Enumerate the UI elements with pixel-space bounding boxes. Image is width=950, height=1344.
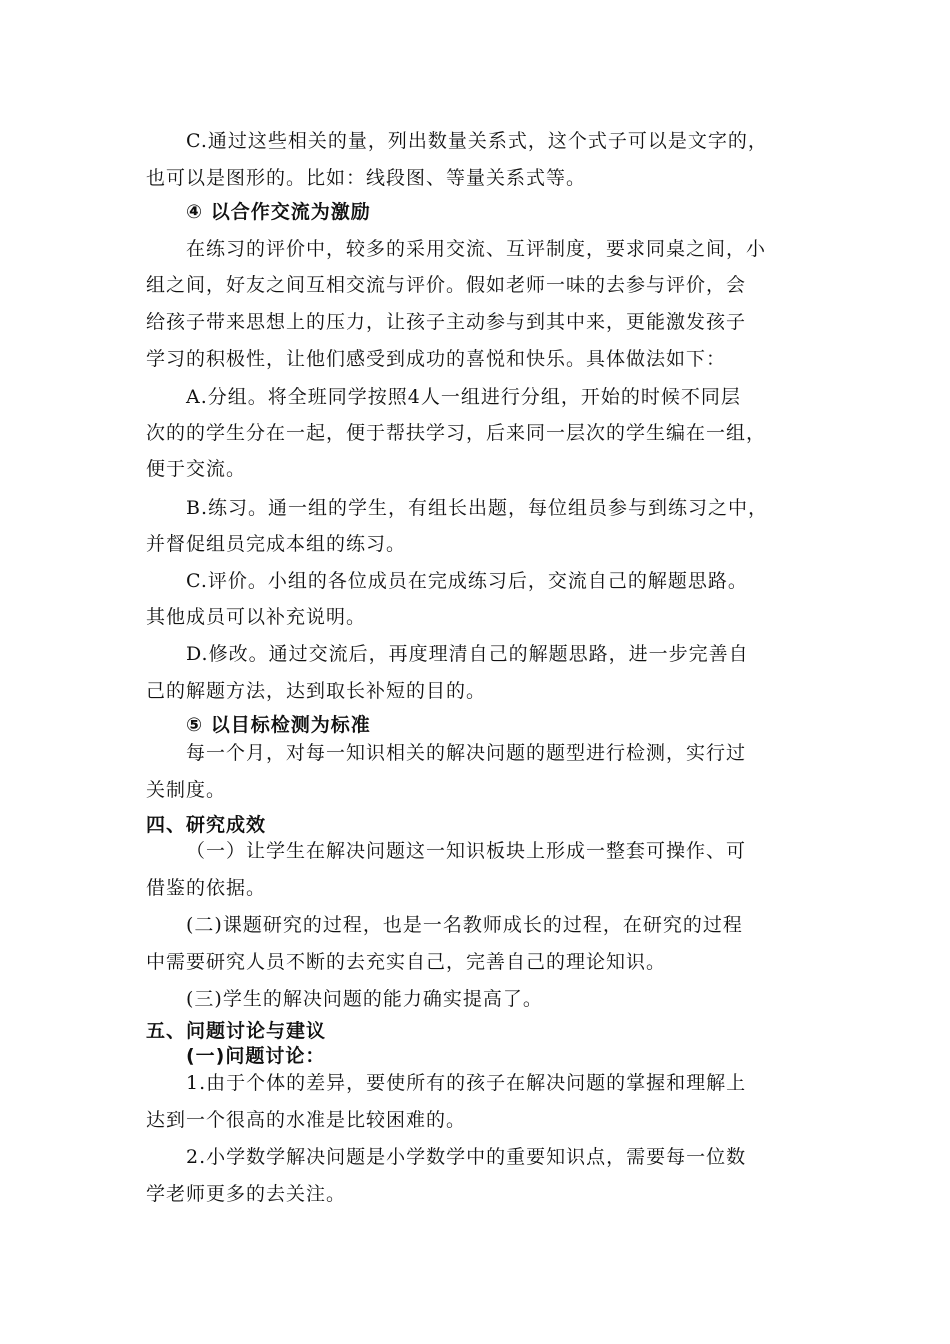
paragraph-line: B.练习。通一组的学生，有组长出题，每位组员参与到练习之中， xyxy=(186,497,769,519)
paragraph-line: C.评价。小组的各位成员在完成练习后，交流自己的解题思路。 xyxy=(186,570,748,592)
paragraph-line: 借鉴的依据。 xyxy=(146,877,267,899)
paragraph-line: D.修改。通过交流后，再度理清自己的解题思路，进一步完善自 xyxy=(186,643,749,665)
paragraph-line: 其他成员可以补充说明。 xyxy=(146,606,367,628)
paragraph-line: 每一个月，对每一知识相关的解决问题的题型进行检测，实行过 xyxy=(186,742,747,764)
paragraph-line: C.通过这些相关的量，列出数量关系式，这个式子可以是文字的， xyxy=(186,130,768,152)
paragraph-line: 学习的积极性，让他们感受到成功的喜悦和快乐。具体做法如下： xyxy=(146,348,727,370)
paragraph-line: (二)课题研究的过程，也是一名教师成长的过程，在研究的过程 xyxy=(186,914,743,936)
paragraph-line: 在练习的评价中，较多的采用交流、互评制度，要求同桌之间，小 xyxy=(186,238,767,260)
section-heading: 四、研究成效 xyxy=(146,814,267,836)
paragraph-line: 关制度。 xyxy=(146,779,227,801)
subheading: ⑤ 以目标检测为标准 xyxy=(186,714,371,736)
paragraph-line: 组之间，好友之间互相交流与评价。假如老师一味的去参与评价，会 xyxy=(146,274,747,296)
section-heading: 五、问题讨论与建议 xyxy=(146,1020,327,1042)
paragraph-line: (三)学生的解决问题的能力确实提高了。 xyxy=(186,988,543,1010)
subheading: ④ 以合作交流为激励 xyxy=(186,201,371,223)
subheading: (一)问题讨论： xyxy=(186,1045,326,1067)
paragraph-line: 1.由于个体的差异，要使所有的孩子在解决问题的掌握和理解上 xyxy=(186,1072,747,1094)
paragraph-line: 给孩子带来思想上的压力，让孩子主动参与到其中来，更能激发孩子 xyxy=(146,311,747,333)
paragraph-line: 次的的学生分在一起，便于帮扶学习，后来同一层次的学生编在一组， xyxy=(146,422,767,444)
paragraph-line: 也可以是图形的。比如：线段图、等量关系式等。 xyxy=(146,167,587,189)
paragraph-line: 己的解题方法，达到取长补短的目的。 xyxy=(146,680,487,702)
paragraph-line: A.分组。将全班同学按照4人一组进行分组，开始的时候不同层 xyxy=(186,386,741,408)
paragraph-line: （一）让学生在解决问题这一知识板块上形成一整套可操作、可 xyxy=(186,840,747,862)
paragraph-line: 学老师更多的去关注。 xyxy=(146,1183,347,1205)
paragraph-line: 达到一个很高的水准是比较困难的。 xyxy=(146,1109,467,1131)
paragraph-line: 中需要研究人员不断的去充实自己，完善自己的理论知识。 xyxy=(146,951,667,973)
paragraph-line: 并督促组员完成本组的练习。 xyxy=(146,533,407,555)
paragraph-line: 便于交流。 xyxy=(146,458,247,480)
paragraph-line: 2.小学数学解决问题是小学数学中的重要知识点，需要每一位数 xyxy=(186,1146,747,1168)
